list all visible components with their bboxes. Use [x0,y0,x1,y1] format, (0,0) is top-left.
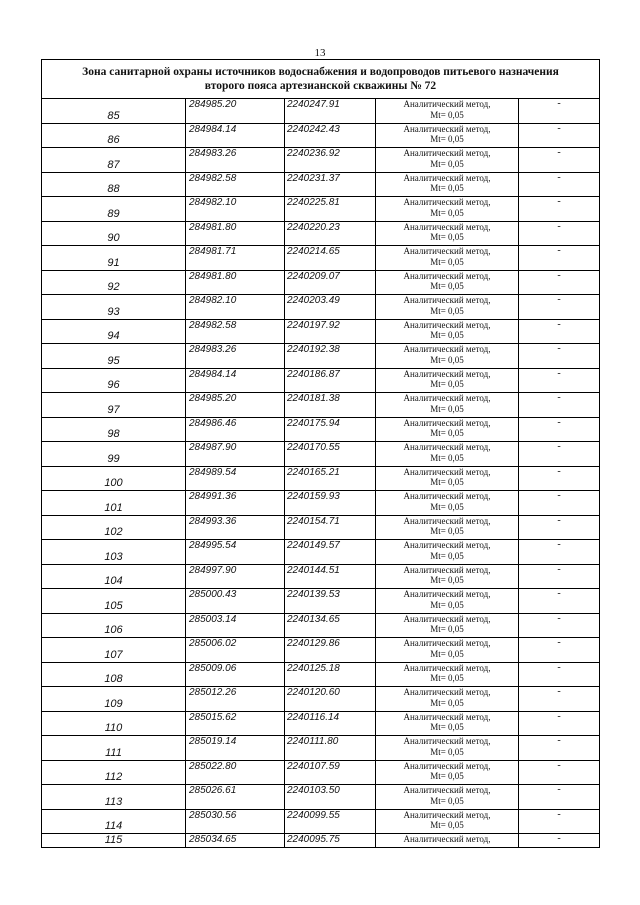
y-coordinate-cell: 2240111.80 [285,736,376,761]
table-row [42,687,599,712]
table-row [42,809,599,834]
method-cell [376,221,519,246]
accuracy-label: Mt= 0,05 [430,550,464,561]
y-coordinate-cell: 2240192.38 [285,344,376,369]
y-coordinate-cell: 2240170.55 [285,442,376,467]
y-coordinate-cell: 2240120.60 [285,687,376,712]
table-row [42,662,599,687]
y-coordinate-cell: 2240186.87 [285,368,376,393]
error-cell: - [519,711,600,736]
point-number-cell: 86 [42,123,186,148]
method-cell [376,589,519,614]
table-row [42,613,599,638]
x-coordinate-cell: 284981.80 [186,221,285,246]
table-row [42,319,599,344]
accuracy-label: Mt= 0,05 [430,648,464,659]
method-cell [376,785,519,810]
point-number-cell: 90 [42,221,186,246]
table-row [42,344,599,369]
error-cell: - [519,197,600,222]
error-cell: - [519,417,600,442]
table-row [42,540,599,565]
y-coordinate-cell: 2240125.18 [285,662,376,687]
accuracy-label: Mt= 0,05 [430,183,464,193]
point-number-cell: 108 [42,662,186,687]
y-coordinate-cell: 2240144.51 [285,564,376,589]
error-cell: - [519,123,600,148]
point-number-cell: 89 [42,197,186,222]
error-cell: - [519,687,600,712]
method-label: Аналитический метод, [403,564,491,575]
method-cell [376,760,519,785]
method-label: Аналитический метод, [403,662,491,673]
accuracy-label: Mt= 0,05 [430,820,464,830]
method-label: Аналитический метод, [403,123,491,134]
accuracy-label: Mt= 0,05 [430,526,464,536]
table-row [42,221,599,246]
table-title-line-2: второго пояса артезианской скважины № 72 [204,80,437,92]
error-cell: - [519,760,600,785]
point-number-cell: 94 [42,319,186,344]
point-number-cell: 103 [42,540,186,565]
method-label: Аналитический метод, [403,809,491,820]
method-cell [376,368,519,393]
x-coordinate-cell: 284989.54 [186,466,285,491]
y-coordinate-cell: 2240231.37 [285,172,376,197]
y-coordinate-cell: 2240139.53 [285,589,376,614]
x-coordinate-cell: 284993.36 [186,515,285,540]
point-number-cell: 97 [42,393,186,418]
point-number-cell: 100 [42,466,186,491]
y-coordinate-cell: 2240181.38 [285,393,376,418]
table-row [42,834,599,848]
y-coordinate-cell: 2240095.75 [285,834,376,848]
method-label: Аналитический метод, [403,466,491,477]
table-row [42,197,599,222]
point-number-cell: 99 [42,442,186,467]
method-label: Аналитический метод, [403,687,491,697]
error-cell: - [519,221,600,246]
method-label: Аналитический метод, [403,491,491,501]
accuracy-label: Mt= 0,05 [430,403,464,414]
coordinates-table [42,99,599,847]
point-number-cell: 91 [42,246,186,271]
y-coordinate-cell: 2240134.65 [285,613,376,638]
table-row [42,638,599,663]
method-label: Аналитический метод, [403,319,491,330]
x-coordinate-cell: 284985.20 [186,393,285,418]
y-coordinate-cell: 2240225.81 [285,197,376,222]
method-cell [376,466,519,491]
point-number-cell: 106 [42,613,186,638]
method-cell [376,711,519,736]
y-coordinate-cell: 2240103.50 [285,785,376,810]
x-coordinate-cell: 285026.61 [186,785,285,810]
method-cell [376,319,519,344]
y-coordinate-cell: 2240209.07 [285,270,376,295]
method-label: Аналитический метод, [403,197,491,207]
table-title [42,60,599,99]
point-number-cell: 105 [42,589,186,614]
method-label: Аналитический метод, [403,393,491,403]
x-coordinate-cell: 284981.71 [186,246,285,271]
x-coordinate-cell: 285003.14 [186,613,285,638]
method-cell [376,662,519,687]
y-coordinate-cell: 2240197.92 [285,319,376,344]
point-number-cell: 95 [42,344,186,369]
table-row [42,99,599,123]
method-cell [376,172,519,197]
method-cell [376,809,519,834]
error-cell: - [519,736,600,761]
error-cell: - [519,491,600,516]
y-coordinate-cell: 2240220.23 [285,221,376,246]
x-coordinate-cell: 285009.06 [186,662,285,687]
accuracy-label: Mt= 0,05 [430,354,464,365]
method-cell [376,99,519,123]
method-label: Аналитический метод, [403,540,491,550]
y-coordinate-cell: 2240175.94 [285,417,376,442]
error-cell: - [519,662,600,687]
method-label: Аналитический метод, [403,99,491,109]
accuracy-label: Mt= 0,05 [430,452,464,463]
method-label: Аналитический метод, [403,613,491,624]
point-number-cell: 87 [42,148,186,173]
point-number-cell: 107 [42,638,186,663]
x-coordinate-cell: 285030.56 [186,809,285,834]
y-coordinate-cell: 2240242.43 [285,123,376,148]
method-label: Аналитический метод, [403,417,491,428]
error-cell: - [519,148,600,173]
method-cell [376,834,519,848]
method-cell [376,270,519,295]
error-cell: - [519,295,600,320]
x-coordinate-cell: 285022.80 [186,760,285,785]
method-cell [376,515,519,540]
error-cell: - [519,344,600,369]
x-coordinate-cell: 284982.58 [186,319,285,344]
y-coordinate-cell: 2240236.92 [285,148,376,173]
method-label: Аналитический метод, [403,295,491,305]
point-number-cell: 101 [42,491,186,516]
accuracy-label: Mt= 0,05 [430,624,464,634]
method-cell [376,540,519,565]
accuracy-label: Mt= 0,05 [430,771,464,781]
method-label: Аналитический метод, [403,148,491,158]
point-number-cell: 85 [42,99,186,123]
error-cell: - [519,466,600,491]
method-cell [376,295,519,320]
x-coordinate-cell: 285006.02 [186,638,285,663]
accuracy-label: Mt= 0,05 [430,697,464,708]
accuracy-label: Mt= 0,05 [430,207,464,218]
accuracy-label: Mt= 0,05 [430,109,464,120]
accuracy-label: Mt= 0,05 [430,477,464,487]
y-coordinate-cell: 2240107.59 [285,760,376,785]
accuracy-label: Mt= 0,05 [430,722,464,732]
error-cell: - [519,540,600,565]
error-cell: - [519,515,600,540]
y-coordinate-cell: 2240203.49 [285,295,376,320]
y-coordinate-cell: 2240116.14 [285,711,376,736]
table-row [42,148,599,173]
accuracy-label: Mt= 0,05 [430,134,464,144]
accuracy-label: Mt= 0,05 [430,158,464,169]
table-row [42,564,599,589]
table-row [42,442,599,467]
method-cell [376,148,519,173]
table-row [42,589,599,614]
method-label: Аналитический метод, [403,344,491,354]
y-coordinate-cell: 2240165.21 [285,466,376,491]
accuracy-label: Mt= 0,05 [430,795,464,806]
method-cell [376,393,519,418]
method-label: Аналитический метод, [403,172,491,183]
error-cell: - [519,638,600,663]
point-number-cell: 110 [42,711,186,736]
table-row [42,172,599,197]
error-cell: - [519,785,600,810]
y-coordinate-cell: 2240214.65 [285,246,376,271]
error-cell: - [519,834,600,848]
point-number-cell: 115 [42,834,186,848]
error-cell: - [519,442,600,467]
error-cell: - [519,613,600,638]
error-cell: - [519,589,600,614]
x-coordinate-cell: 284981.80 [186,270,285,295]
y-coordinate-cell: 2240247.91 [285,99,376,123]
point-number-cell: 96 [42,368,186,393]
method-cell [376,736,519,761]
method-cell [376,417,519,442]
table-row [42,711,599,736]
x-coordinate-cell: 285034.65 [186,834,285,848]
table-row [42,368,599,393]
x-coordinate-cell: 284991.36 [186,491,285,516]
method-label: Аналитический метод, [403,834,491,844]
point-number-cell: 114 [42,809,186,834]
x-coordinate-cell: 284982.58 [186,172,285,197]
x-coordinate-cell: 285019.14 [186,736,285,761]
method-label: Аналитический метод, [403,760,491,771]
table-row [42,417,599,442]
error-cell: - [519,809,600,834]
table-row [42,393,599,418]
page-number: 13 [314,47,326,59]
x-coordinate-cell: 284987.90 [186,442,285,467]
table-row [42,270,599,295]
accuracy-label: Mt= 0,05 [430,281,464,291]
method-label: Аналитический метод, [403,270,491,281]
method-cell [376,123,519,148]
accuracy-label: Mt= 0,05 [430,428,464,438]
method-cell [376,687,519,712]
x-coordinate-cell: 284984.14 [186,123,285,148]
method-cell [376,638,519,663]
method-cell [376,197,519,222]
method-label: Аналитический метод, [403,589,491,599]
table-row [42,123,599,148]
point-number-cell: 109 [42,687,186,712]
method-label: Аналитический метод, [403,368,491,379]
table-row [42,736,599,761]
accuracy-label: Mt= 0,05 [430,305,464,316]
accuracy-label: Mt= 0,05 [430,501,464,512]
table-row [42,515,599,540]
method-label: Аналитический метод, [403,221,491,232]
accuracy-label: Mt= 0,05 [430,673,464,683]
method-label: Аналитический метод, [403,785,491,795]
table-title-line-1: Зона санитарной охраны источников водоснабжения и водопроводов питьевого назначения [82,66,559,78]
table-row [42,491,599,516]
method-cell [376,246,519,271]
x-coordinate-cell: 284984.14 [186,368,285,393]
point-number-cell: 113 [42,785,186,810]
method-label: Аналитический метод, [403,638,491,648]
x-coordinate-cell: 285012.26 [186,687,285,712]
point-number-cell: 112 [42,760,186,785]
point-number-cell: 93 [42,295,186,320]
method-cell [376,613,519,638]
x-coordinate-cell: 284983.26 [186,344,285,369]
error-cell: - [519,99,600,123]
point-number-cell: 102 [42,515,186,540]
method-label: Аналитический метод, [403,711,491,722]
accuracy-label: Mt= 0,05 [430,575,464,585]
method-cell [376,491,519,516]
point-number-cell: 104 [42,564,186,589]
y-coordinate-cell: 2240099.55 [285,809,376,834]
method-cell [376,344,519,369]
method-label: Аналитический метод, [403,442,491,452]
method-label: Аналитический метод, [403,246,491,256]
x-coordinate-cell: 284997.90 [186,564,285,589]
method-label: Аналитический метод, [403,736,491,746]
point-number-cell: 88 [42,172,186,197]
error-cell: - [519,172,600,197]
error-cell: - [519,368,600,393]
accuracy-label: Mt= 0,05 [430,330,464,340]
error-cell: - [519,393,600,418]
x-coordinate-cell: 284986.46 [186,417,285,442]
x-coordinate-cell: 284985.20 [186,99,285,123]
accuracy-label: Mt= 0,05 [430,232,464,242]
x-coordinate-cell: 284982.10 [186,295,285,320]
accuracy-label: Mt= 0,05 [430,256,464,267]
x-coordinate-cell: 284982.10 [186,197,285,222]
y-coordinate-cell: 2240159.93 [285,491,376,516]
accuracy-label: Mt= 0,05 [430,746,464,757]
coordinates-table-sheet [41,59,600,848]
point-number-cell: 98 [42,417,186,442]
x-coordinate-cell: 285015.62 [186,711,285,736]
error-cell: - [519,246,600,271]
y-coordinate-cell: 2240154.71 [285,515,376,540]
point-number-cell: 92 [42,270,186,295]
error-cell: - [519,564,600,589]
table-row [42,760,599,785]
x-coordinate-cell: 285000.43 [186,589,285,614]
table-row [42,785,599,810]
table-row [42,466,599,491]
error-cell: - [519,270,600,295]
accuracy-label: Mt= 0,05 [430,379,464,389]
method-cell [376,442,519,467]
point-number-cell: 111 [42,736,186,761]
x-coordinate-cell: 284995.54 [186,540,285,565]
method-cell [376,564,519,589]
method-label: Аналитический метод, [403,515,491,526]
table-row [42,246,599,271]
y-coordinate-cell: 2240129.86 [285,638,376,663]
accuracy-label: Mt= 0,05 [430,599,464,610]
y-coordinate-cell: 2240149.57 [285,540,376,565]
error-cell: - [519,319,600,344]
table-row [42,295,599,320]
x-coordinate-cell: 284983.26 [186,148,285,173]
table-body [42,99,599,847]
